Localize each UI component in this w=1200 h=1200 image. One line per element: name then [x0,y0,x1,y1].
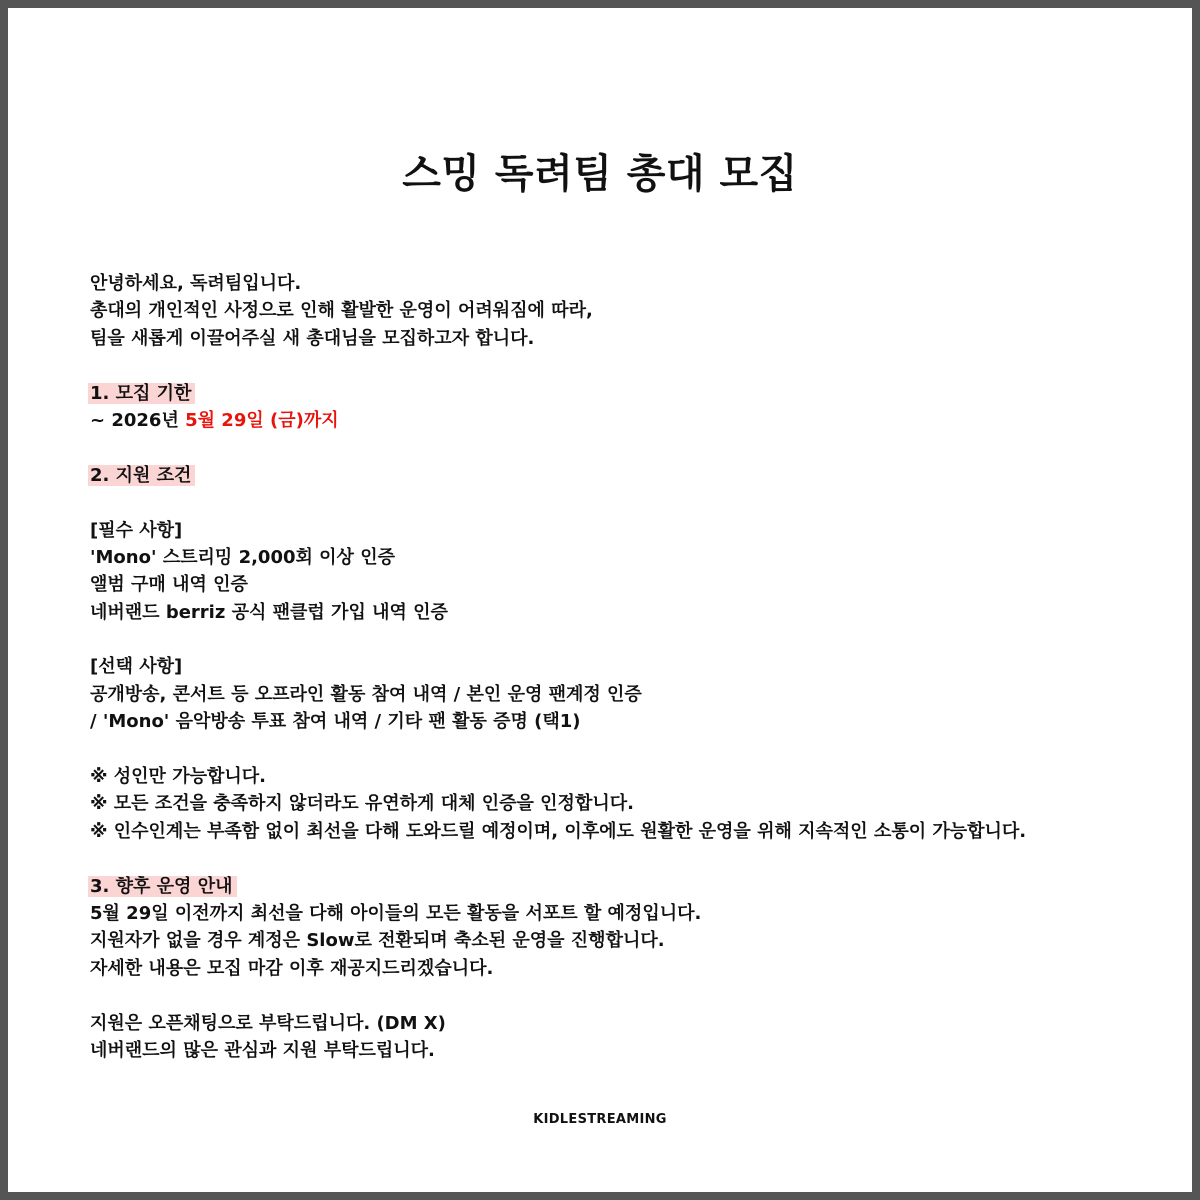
optional-item: / 'Mono' 음악방송 투표 참여 내역 / 기타 팬 활동 증명 (택1) [90,711,581,733]
required-item: 'Mono' 스트리밍 2,000회 이상 인증 [90,546,395,568]
closing-line: 네버랜드의 많은 관심과 지원 부탁드립니다. [90,1039,435,1061]
section-heading-operations: 3. 향후 운영 안내 [88,876,237,897]
deadline-prefix: ~ 2026년 [90,409,186,431]
operations-line: 자세한 내용은 모집 마감 이후 재공지드리겠습니다. [90,957,494,979]
deadline-date: 5월 29일 (금) [185,409,304,431]
intro-line: 안녕하세요, 독려팀입니다. [90,273,302,294]
section-operations [90,873,1180,900]
deadline-line [90,407,1180,434]
optional-item: 공개방송, 콘서트 등 오프라인 활동 참여 내역 / 본인 운영 팬계정 인증 [90,683,642,705]
section-deadline [90,380,1180,407]
section-heading-deadline: 1. 모집 기한 [88,383,195,404]
footer-brand: KIDLESTREAMING [533,1112,667,1127]
deadline-suffix: 까지 [303,409,339,431]
operations-line: 지원자가 없을 경우 계정은 Slow로 전환되며 축소된 운영을 진행합니다. [90,930,665,952]
section-heading-requirements: 2. 지원 조건 [88,465,195,486]
required-item: 앨범 구매 내역 인증 [90,574,248,596]
required-item: 네버랜드 berriz 공식 팬클럽 가입 내역 인증 [90,601,448,623]
notice-body [90,270,1180,1064]
required-title: [필수 사항] [90,519,183,541]
operations-line: 5월 29일 이전까지 최선을 다해 아이들의 모든 활동을 서포트 할 예정입니다. [90,902,702,924]
note-item: ※ 인수인계는 부족함 없이 최선을 다해 도와드릴 예정이며, 이후에도 원활한 운영을 위해 지속적인 소통이 가능합니다. [90,820,1027,842]
notice-card [8,8,1192,1192]
intro-line: 팀을 새롭게 이끌어주실 새 총대님을 모집하고자 합니다. [90,327,535,349]
section-requirements [90,462,1180,489]
page-title: 스밍 독려팀 총대 모집 [402,151,798,197]
closing-line: 지원은 오픈채팅으로 부탁드립니다. (DM X) [90,1012,446,1034]
note-item: ※ 성인만 가능합니다. [90,766,266,788]
intro-line: 총대의 개인적인 사정으로 인해 활발한 운영이 어려워짐에 따라, [90,300,593,322]
note-item: ※ 모든 조건을 충족하지 않더라도 유연하게 대체 인증을 인정합니다. [90,793,634,815]
optional-title: [선택 사항] [90,656,183,678]
